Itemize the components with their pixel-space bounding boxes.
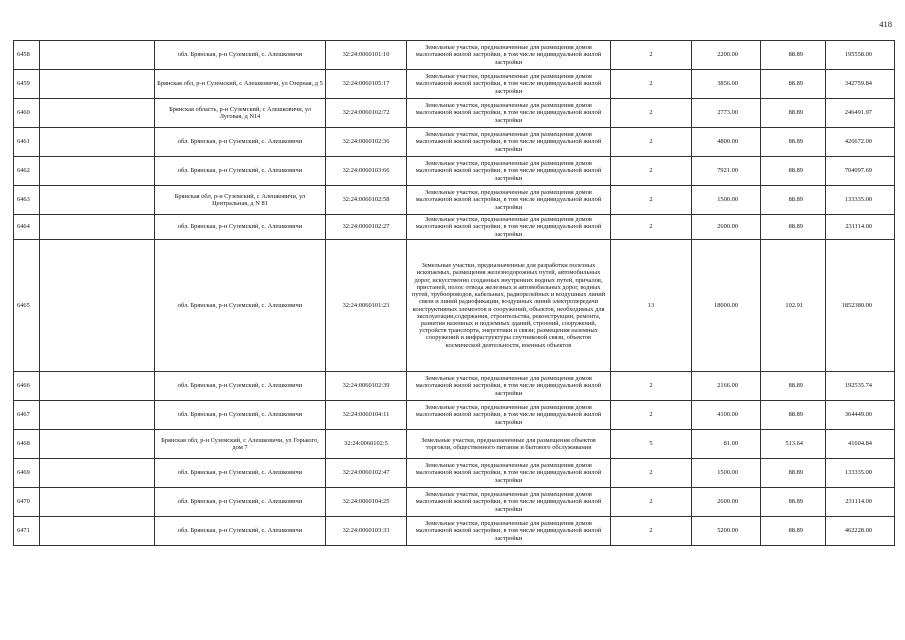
row-number-cell: 6460	[14, 99, 40, 128]
empty-cell	[40, 70, 155, 99]
row-number-cell: 6464	[14, 215, 40, 240]
row-number-cell: 6470	[14, 488, 40, 517]
land-use-cell: Земельные участки, предназначенные для размещения домов малоэтажной жилой застройки, в том числе индивидуальной жилой застройки	[407, 41, 611, 70]
row-number-cell: 6461	[14, 128, 40, 157]
cadastral-value-cell: 364449.00	[826, 401, 895, 430]
area-cell: 2166.00	[692, 372, 761, 401]
table-row	[14, 157, 895, 186]
land-use-group-cell: 2	[611, 401, 692, 430]
row-number-cell: 6459	[14, 70, 40, 99]
area-cell: 2773.00	[692, 99, 761, 128]
land-use-group-cell: 2	[611, 215, 692, 240]
land-use-group-cell: 2	[611, 459, 692, 488]
area-cell: 2200.00	[692, 41, 761, 70]
empty-cell	[40, 488, 155, 517]
cadastral-value-cell: 231114.00	[826, 215, 895, 240]
area-cell: 18000.00	[692, 240, 761, 372]
empty-cell	[40, 41, 155, 70]
cadastral-value-cell: 426672.00	[826, 128, 895, 157]
address-cell: обл. Брянская, р-н Суземский, с. Алешковичи	[155, 517, 326, 546]
land-use-cell: Земельные участки, предназначенные для размещения домов малоэтажной жилой застройки, в том числе индивидуальной жилой застройки	[407, 70, 611, 99]
cadastral-number-cell: 32:24:0060102:58	[326, 186, 407, 215]
cadastral-number-cell: 32:24:0060102:36	[326, 128, 407, 157]
cadastral-value-cell: 462228.00	[826, 517, 895, 546]
cadastral-number-cell: 32:24:0060104:11	[326, 401, 407, 430]
cadastral-value-cell: 246491.97	[826, 99, 895, 128]
empty-cell	[40, 186, 155, 215]
table-row	[14, 459, 895, 488]
land-use-group-cell: 2	[611, 128, 692, 157]
area-cell: 5200.00	[692, 517, 761, 546]
address-cell: обл. Брянская, р-н Суземский, с. Алешковичи	[155, 401, 326, 430]
address-cell: обл. Брянская, р-н Суземский, с. Алешковичи	[155, 372, 326, 401]
land-use-cell: Земельные участки, предназначенные для размещения домов малоэтажной жилой застройки, в том числе индивидуальной жилой застройки	[407, 401, 611, 430]
address-cell: Брянская область, р-н Суземский, с Алешковичи, ул Луговая, д N14	[155, 99, 326, 128]
land-use-cell: Земельные участки, предназначенные для размещения домов малоэтажной жилой застройки, в том числе индивидуальной жилой застройки	[407, 517, 611, 546]
empty-cell	[40, 430, 155, 459]
specific-value-cell: 88.89	[761, 488, 826, 517]
cadastral-number-cell: 32:24:0060103:33	[326, 517, 407, 546]
table-row	[14, 488, 895, 517]
area-cell: 3856.00	[692, 70, 761, 99]
specific-value-cell: 88.89	[761, 215, 826, 240]
table-row	[14, 128, 895, 157]
area-cell: 1500.00	[692, 186, 761, 215]
row-number-cell: 6458	[14, 41, 40, 70]
land-use-cell: Земельные участки, предназначенные для размещения объектов торговли, общественного питания и бытового обслуживания	[407, 430, 611, 459]
specific-value-cell: 88.89	[761, 401, 826, 430]
row-number-cell: 6465	[14, 240, 40, 372]
table-row	[14, 240, 895, 372]
table-row	[14, 401, 895, 430]
empty-cell	[40, 99, 155, 128]
address-cell: Брянская обл, р-н Суземский, с Алешковичи, ул Центральная, д N 81	[155, 186, 326, 215]
cadastral-value-cell: 133335.00	[826, 459, 895, 488]
table-body	[14, 41, 895, 546]
area-cell: 4100.00	[692, 401, 761, 430]
area-cell: 1500.00	[692, 459, 761, 488]
land-use-cell: Земельные участки, предназначенные для размещения домов малоэтажной жилой застройки, в том числе индивидуальной жилой застройки	[407, 459, 611, 488]
cadastral-value-cell: 195558.00	[826, 41, 895, 70]
page-number: 418	[879, 19, 892, 29]
land-use-cell: Земельные участки, предназначенные для размещения домов малоэтажной жилой застройки, в том числе индивидуальной жилой застройки	[407, 186, 611, 215]
row-number-cell: 6468	[14, 430, 40, 459]
table-row	[14, 430, 895, 459]
area-cell: 2600.00	[692, 215, 761, 240]
table-row	[14, 99, 895, 128]
cadastral-value-cell: 231114.00	[826, 488, 895, 517]
address-cell: обл. Брянская, р-н Суземский, с. Алешковичи	[155, 215, 326, 240]
specific-value-cell: 88.89	[761, 99, 826, 128]
cadastral-number-cell: 32:24:0060101:10	[326, 41, 407, 70]
cadastral-value-cell: 342759.84	[826, 70, 895, 99]
specific-value-cell: 88.89	[761, 459, 826, 488]
table-row	[14, 517, 895, 546]
land-use-group-cell: 13	[611, 240, 692, 372]
specific-value-cell: 102.91	[761, 240, 826, 372]
land-use-cell: Земельные участки, предназначенные для размещения домов малоэтажной жилой застройки, в том числе индивидуальной жилой застройки	[407, 99, 611, 128]
specific-value-cell: 88.89	[761, 517, 826, 546]
row-number-cell: 6469	[14, 459, 40, 488]
cadastral-value-table	[13, 40, 895, 546]
cadastral-number-cell: 32:24:0060102:27	[326, 215, 407, 240]
cadastral-number-cell: 32:24:0060104:25	[326, 488, 407, 517]
specific-value-cell: 88.89	[761, 41, 826, 70]
empty-cell	[40, 372, 155, 401]
land-use-cell: Земельные участки, предназначенные для размещения домов малоэтажной жилой застройки, в том числе индивидуальной жилой застройки	[407, 215, 611, 240]
land-use-cell: Земельные участки, предназначенные для размещения домов малоэтажной жилой застройки, в том числе индивидуальной жилой застройки	[407, 128, 611, 157]
land-use-cell: Земельные участки, предназначенные для размещения домов малоэтажной жилой застройки, в том числе индивидуальной жилой застройки	[407, 372, 611, 401]
empty-cell	[40, 157, 155, 186]
specific-value-cell: 88.89	[761, 128, 826, 157]
cadastral-value-cell: 704097.69	[826, 157, 895, 186]
land-use-cell: Земельные участки, предназначенные для разработки полезных ископаемых, размещения железнодорожных путей, автомобильных дорог, искусственно созданных внутренних водных путей, причалов, пристаней, полос отвода железных и автомобильных дорог, водных путей, трубопроводов, кабельных, радиорелейных и воздушных линий связи и линий радиофикации, воздушных линий электропередачи конструктивных элементов и сооружений, объектов, необходимых для эксплуатации,содержания, строительства, реконструкции, ремонта, развития наземных и подземных зданий, строений, сооружений, устройств транспорта, энергетики и связи; размещения наземных сооружений и инфраструктуры спутниковой связи, объектов космической деятельности, военных объектов	[407, 240, 611, 372]
empty-cell	[40, 128, 155, 157]
cadastral-number-cell: 32:24:0060103:66	[326, 157, 407, 186]
row-number-cell: 6462	[14, 157, 40, 186]
row-number-cell: 6467	[14, 401, 40, 430]
row-number-cell: 6463	[14, 186, 40, 215]
empty-cell	[40, 401, 155, 430]
land-use-group-cell: 5	[611, 430, 692, 459]
land-use-group-cell: 2	[611, 41, 692, 70]
cadastral-number-cell: 32:24:0060102:39	[326, 372, 407, 401]
cadastral-value-cell: 133335.00	[826, 186, 895, 215]
empty-cell	[40, 459, 155, 488]
specific-value-cell: 88.89	[761, 372, 826, 401]
specific-value-cell: 88.89	[761, 186, 826, 215]
specific-value-cell: 88.89	[761, 157, 826, 186]
specific-value-cell: 513.64	[761, 430, 826, 459]
address-cell: Брянская обл, р-н Суземский, с Алешковичи, ул Горького, дом 7	[155, 430, 326, 459]
land-use-cell: Земельные участки, предназначенные для размещения домов малоэтажной жилой застройки, в том числе индивидуальной жилой застройки	[407, 157, 611, 186]
cadastral-number-cell: 32:24:0060102:5	[326, 430, 407, 459]
address-cell: обл. Брянская, р-н Суземский, с. Алешковичи	[155, 41, 326, 70]
address-cell: обл. Брянская, р-н Суземский, с. Алешковичи	[155, 240, 326, 372]
row-number-cell: 6471	[14, 517, 40, 546]
cadastral-number-cell: 32:24:0060101:23	[326, 240, 407, 372]
empty-cell	[40, 215, 155, 240]
address-cell: обл. Брянская, р-н Суземский, с. Алешковичи	[155, 128, 326, 157]
land-use-group-cell: 2	[611, 488, 692, 517]
table-row	[14, 186, 895, 215]
table-row	[14, 41, 895, 70]
cadastral-value-cell: 1852380.00	[826, 240, 895, 372]
area-cell: 7921.00	[692, 157, 761, 186]
cadastral-value-cell: 41604.84	[826, 430, 895, 459]
empty-cell	[40, 517, 155, 546]
table-row	[14, 372, 895, 401]
land-use-group-cell: 2	[611, 99, 692, 128]
specific-value-cell: 88.89	[761, 70, 826, 99]
address-cell: обл. Брянская, р-н Суземский, с. Алешковичи	[155, 157, 326, 186]
address-cell: обл. Брянская, р-н Суземский, с. Алешковичи	[155, 488, 326, 517]
land-use-group-cell: 2	[611, 517, 692, 546]
area-cell: 4800.00	[692, 128, 761, 157]
area-cell: 81.00	[692, 430, 761, 459]
cadastral-number-cell: 32:24:0060102:47	[326, 459, 407, 488]
cadastral-number-cell: 32:24:0060102:72	[326, 99, 407, 128]
table-row	[14, 215, 895, 240]
cadastral-number-cell: 32:24:0060105:17	[326, 70, 407, 99]
land-use-group-cell: 2	[611, 372, 692, 401]
address-cell: Брянская обл, р-н Суземский, с Алешковичи, ул Озерная, д 5	[155, 70, 326, 99]
address-cell: обл. Брянская, р-н Суземский, с. Алешковичи	[155, 459, 326, 488]
land-use-group-cell: 2	[611, 186, 692, 215]
row-number-cell: 6466	[14, 372, 40, 401]
land-use-group-cell: 2	[611, 157, 692, 186]
land-use-group-cell: 2	[611, 70, 692, 99]
area-cell: 2600.00	[692, 488, 761, 517]
land-use-cell: Земельные участки, предназначенные для размещения домов малоэтажной жилой застройки, в том числе индивидуальной жилой застройки	[407, 488, 611, 517]
table-row	[14, 70, 895, 99]
empty-cell	[40, 240, 155, 372]
cadastral-value-cell: 192535.74	[826, 372, 895, 401]
